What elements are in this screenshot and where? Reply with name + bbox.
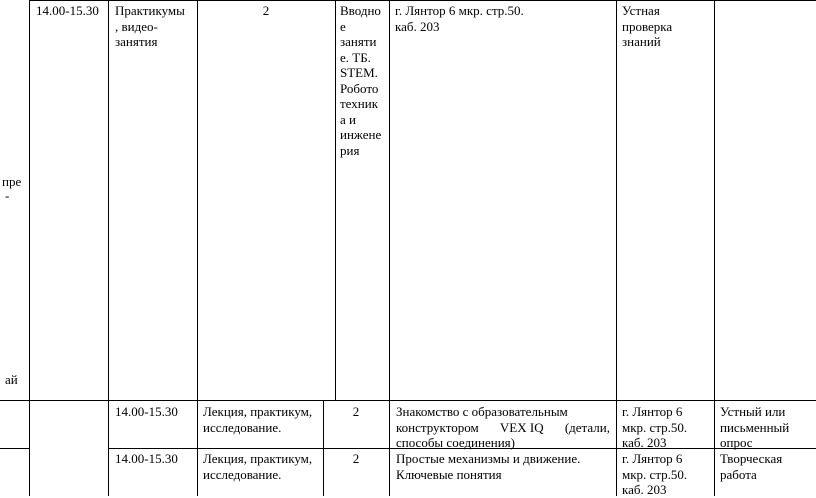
col-border-6	[616, 0, 617, 400]
row1-hours: 2	[262, 3, 270, 18]
row1-place: г. Лянтор 6 мкр. стр.50. каб. 203	[395, 3, 524, 34]
row2-time: 14.00-15.30	[115, 404, 178, 419]
row1-bottom-border	[0, 400, 816, 401]
row3-form: Лекция, практикум, исследование.	[203, 451, 313, 482]
row2-hours: 2	[352, 404, 360, 419]
row2-place: г. Лянтор 6 мкр. стр.50. каб. 203	[622, 404, 688, 450]
left-fragment-c: ай	[5, 372, 18, 387]
row3-control: Творческая работа	[720, 451, 783, 482]
col-border-r2-c	[389, 400, 390, 496]
left-fragment-a: пре	[2, 174, 22, 189]
col-border-7	[714, 0, 715, 400]
row1-form: Практикумы , видео- занятия	[115, 3, 185, 49]
row3-place: г. Лянтор 6 мкр. стр.50. каб. 203	[622, 451, 688, 497]
col-border-r2-a	[197, 400, 198, 496]
table-top-border	[29, 0, 816, 1]
row2-form: Лекция, практикум, исследование.	[203, 404, 313, 435]
row2-control: Устный или письменный опрос	[720, 404, 790, 450]
left-fragment-b: -	[5, 188, 10, 203]
row1-time: 14.00-15.30	[36, 3, 99, 18]
col-border-3	[197, 0, 198, 400]
col-border-1	[29, 0, 30, 496]
row1-topic: Вводно е заняти е. ТБ. STEM. Робото техник а и инжене рия	[340, 3, 382, 158]
col-border-r2-e	[714, 400, 715, 496]
col-border-r2-d	[616, 400, 617, 496]
row2-topic: Знакомство с образовательным конструктором VEX IQ (детали, способы соединения)	[396, 404, 610, 450]
col-border-5	[389, 0, 390, 400]
row3-time: 14.00-15.30	[115, 451, 178, 466]
col-border-4	[335, 0, 336, 400]
row3-hours: 2	[352, 451, 360, 466]
left-column-clipped	[0, 0, 29, 496]
row1-control: Устная проверка знаний	[622, 3, 673, 49]
row3-topic: Простые механизмы и движение. Ключевые понятия	[396, 451, 581, 482]
col-border-2	[108, 0, 109, 496]
